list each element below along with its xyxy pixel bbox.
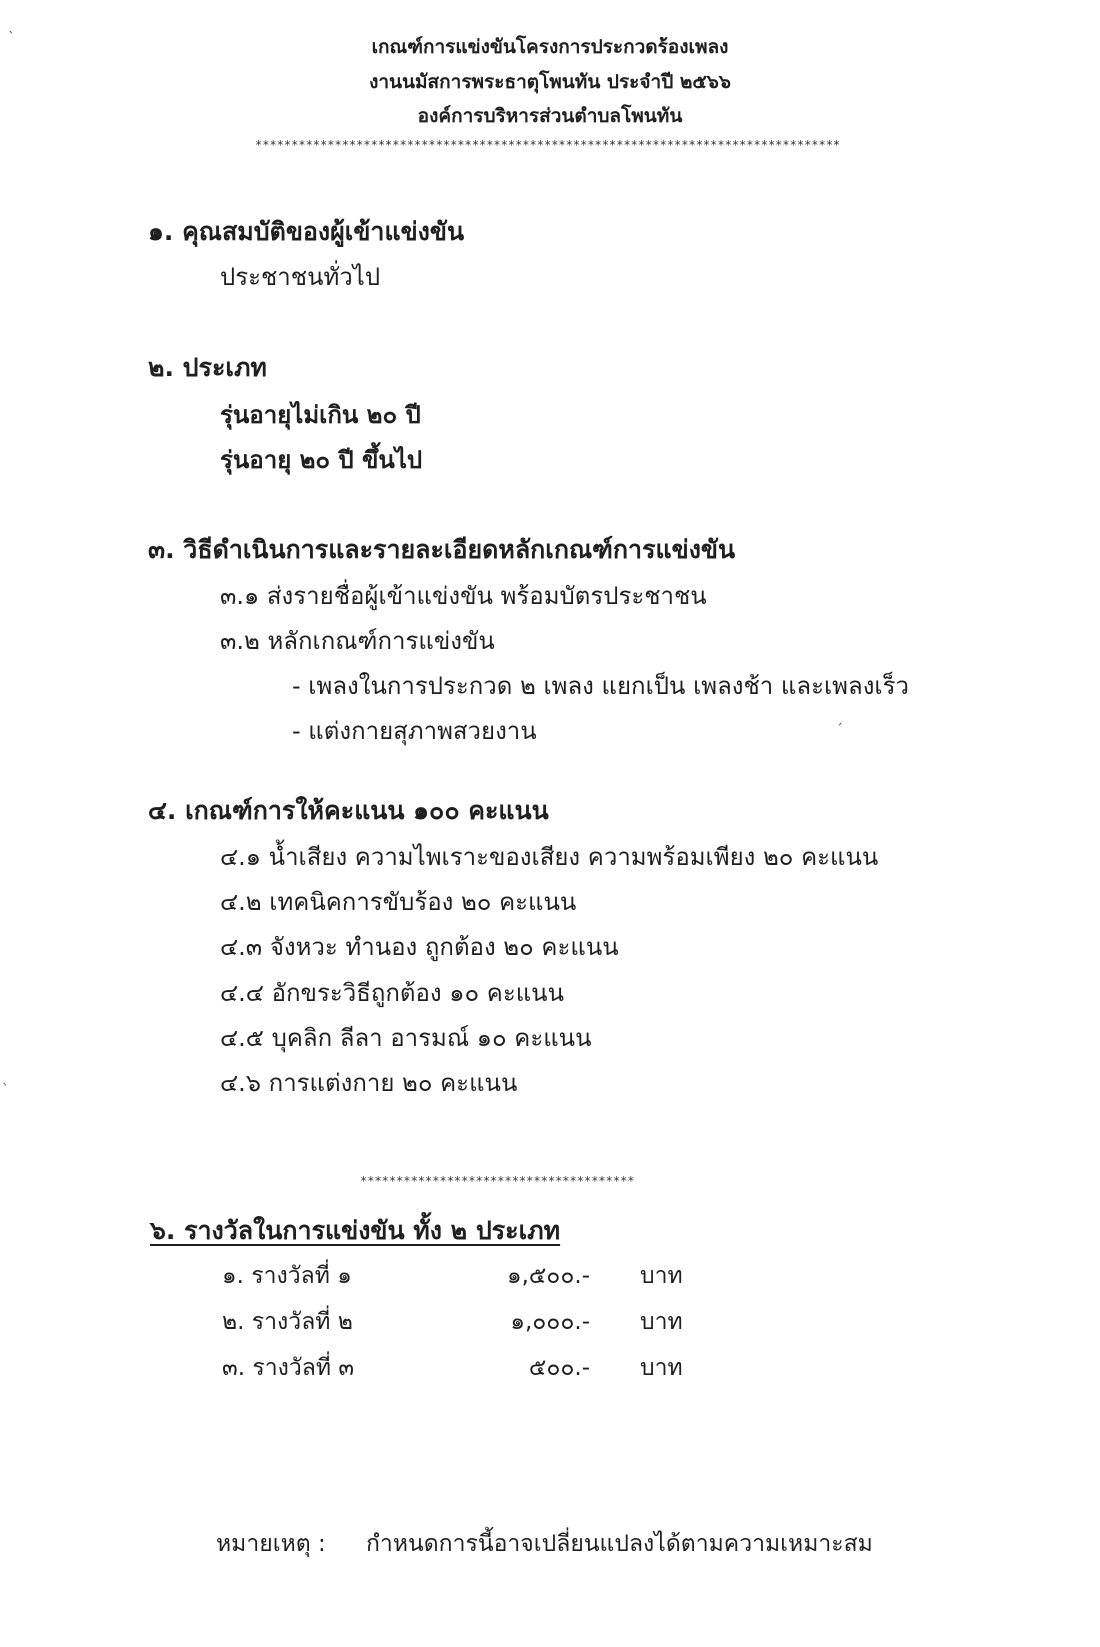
header-separator: ********************************************************************************* <box>255 138 841 152</box>
prize-amount: ๕๐๐.- <box>528 1355 590 1381</box>
section4-item: ๔.๖ การแต่งกาย ๒๐ คะแนน <box>220 1069 518 1097</box>
prize-unit: บาท <box>640 1263 683 1289</box>
section1-body: ประชาชนทั่วไป <box>220 263 381 291</box>
prize-label: ๓. รางวัลที่ ๓ <box>222 1355 355 1381</box>
header-line-1: เกณฑ์การแข่งขันโครงการประกวดร้องเพลง <box>371 36 729 58</box>
section3-sub2: ๓.๒ หลักเกณฑ์การแข่งขัน <box>220 627 495 655</box>
section4-title: ๔. เกณฑ์การให้คะแนน ๑๐๐ คะแนน <box>148 796 549 825</box>
scan-speck: ˏ <box>836 710 843 726</box>
header-line-2: งานนมัสการพระธาตุโพนทัน ประจำปี ๒๕๖๖ <box>369 71 731 93</box>
section4-item: ๔.๓ จังหวะ ทำนอง ถูกต้อง ๒๐ คะแนน <box>220 933 619 961</box>
prize-unit: บาท <box>640 1309 683 1335</box>
section2-title: ๒. ประเภท <box>148 353 267 382</box>
section3-bullet: - เพลงในการประกวด ๒ เพลง แยกเป็น เพลงช้า และเพลงเร็ว <box>292 672 909 700</box>
prize-unit: บาท <box>640 1355 683 1381</box>
prize-label: ๑. รางวัลที่ ๑ <box>222 1263 352 1289</box>
section4-item: ๔.๔ อักขระวิธีถูกต้อง ๑๐ คะแนน <box>220 979 564 1007</box>
section3-bullet: - แต่งกายสุภาพสวยงาน <box>292 717 537 745</box>
section-divider: ************************************** <box>360 1174 635 1188</box>
section4-item: ๔.๑ น้ำเสียง ความไพเราะของเสียง ความพร้อมเพียง ๒๐ คะแนน <box>220 843 879 871</box>
prize-label: ๒. รางวัลที่ ๒ <box>222 1309 353 1335</box>
section3-sub1: ๓.๑ ส่งรายชื่อผู้เข้าแข่งขัน พร้อมบัตรประชาชน <box>220 582 707 610</box>
section4-item: ๔.๒ เทคนิคการขับร้อง ๒๐ คะแนน <box>220 888 577 916</box>
note-label: หมายเหตุ : <box>216 1531 326 1557</box>
scan-speck: ˎ <box>8 18 15 34</box>
section6-title: ๖. รางวัลในการแข่งขัน ทั้ง ๒ ประเภท <box>150 1216 561 1245</box>
header-line-3: องค์การบริหารส่วนตำบลโพนทัน <box>417 105 683 127</box>
scan-speck: ˎ <box>2 1070 9 1086</box>
section4-item: ๔.๕ บุคลิก ลีลา อารมณ์ ๑๐ คะแนน <box>220 1024 592 1052</box>
section2-item: รุ่นอายุ ๒๐ ปี ขึ้นไป <box>220 446 423 474</box>
prize-amount: ๑,๕๐๐.- <box>506 1263 590 1289</box>
section2-item: รุ่นอายุไม่เกิน ๒๐ ปี <box>220 401 421 429</box>
note-text: กำหนดการนี้อาจเปลี่ยนแปลงได้ตามความเหมาะสม <box>366 1531 873 1557</box>
prize-amount: ๑,๐๐๐.- <box>510 1309 590 1335</box>
section3-title: ๓. วิธีดำเนินการและรายละเอียดหลักเกณฑ์การแข่งขัน <box>148 535 736 564</box>
section1-title: ๑. คุณสมบัติของผู้เข้าแข่งขัน <box>148 217 465 246</box>
